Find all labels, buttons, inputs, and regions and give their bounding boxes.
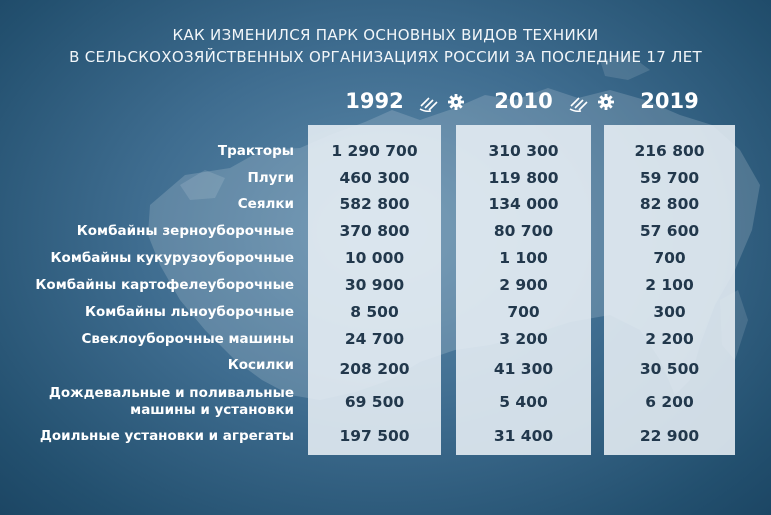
row-label-grain-harvesters: Комбайны зерноуборочные xyxy=(76,223,294,239)
table-cell: 22 900 xyxy=(639,427,700,445)
row-label-potato-harvesters: Комбайны картофелеуборочные xyxy=(35,277,294,293)
table-cell: 59 700 xyxy=(639,169,700,187)
column-header-1992: 1992 xyxy=(345,89,404,113)
column-header-2019: 2019 xyxy=(640,89,699,113)
chart-title-line-1: КАК ИЗМЕНИЛСЯ ПАРК ОСНОВНЫХ ВИДОВ ТЕХНИКИ xyxy=(172,26,599,44)
table-cell: 1 290 700 xyxy=(331,142,418,160)
table-cell: 300 xyxy=(653,303,686,321)
table-cell: 582 800 xyxy=(339,195,410,213)
table-cell: 82 800 xyxy=(639,195,700,213)
row-label-irrigation-line-2: машины и установки xyxy=(130,402,294,418)
table-cell: 30 500 xyxy=(639,360,700,378)
row-label-mowers: Косилки xyxy=(227,357,294,373)
row-label-beet-harvesters: Свеклоуборочные машины xyxy=(81,331,294,347)
row-label-corn-harvesters: Комбайны кукурузоуборочные xyxy=(50,250,294,266)
table-cell: 80 700 xyxy=(493,222,554,240)
table-cell: 370 800 xyxy=(339,222,410,240)
chart-title-line-2: В СЕЛЬСКОХОЗЯЙСТВЕННЫХ ОРГАНИЗАЦИЯХ РОССИИ ЗА ПОСЛЕДНИЕ 17 ЛЕТ xyxy=(69,48,702,66)
row-label-milking: Доильные установки и агрегаты xyxy=(39,428,294,444)
table-cell: 8 500 xyxy=(350,303,399,321)
tractor-gear-icon xyxy=(569,90,617,114)
table-cell: 134 000 xyxy=(488,195,559,213)
table-cell: 69 500 xyxy=(344,393,405,411)
table-cell: 5 400 xyxy=(499,393,548,411)
row-label-flax-harvesters: Комбайны льноуборочные xyxy=(85,304,294,320)
table-cell: 197 500 xyxy=(339,427,410,445)
table-cell: 460 300 xyxy=(339,169,410,187)
table-cell: 30 900 xyxy=(344,276,405,294)
column-header-2010: 2010 xyxy=(494,89,553,113)
row-label-plows: Плуги xyxy=(247,170,294,186)
table-cell: 208 200 xyxy=(339,360,410,378)
table-cell: 216 800 xyxy=(634,142,705,160)
table-cell: 41 300 xyxy=(493,360,554,378)
table-cell: 3 200 xyxy=(499,330,548,348)
row-label-irrigation-line-1: Дождевальные и поливальные xyxy=(48,385,294,401)
table-cell: 700 xyxy=(507,303,540,321)
tractor-gear-icon xyxy=(419,90,467,114)
table-cell: 24 700 xyxy=(344,330,405,348)
table-cell: 31 400 xyxy=(493,427,554,445)
table-cell: 1 100 xyxy=(499,249,548,267)
table-cell: 2 200 xyxy=(645,330,694,348)
table-cell: 310 300 xyxy=(488,142,559,160)
table-cell: 6 200 xyxy=(645,393,694,411)
table-cell: 2 100 xyxy=(645,276,694,294)
table-cell: 119 800 xyxy=(488,169,559,187)
row-label-tractors: Тракторы xyxy=(217,143,294,159)
table-cell: 700 xyxy=(653,249,686,267)
table-cell: 57 600 xyxy=(639,222,700,240)
table-cell: 2 900 xyxy=(499,276,548,294)
row-label-seeders: Сеялки xyxy=(237,196,294,212)
table-cell: 10 000 xyxy=(344,249,405,267)
